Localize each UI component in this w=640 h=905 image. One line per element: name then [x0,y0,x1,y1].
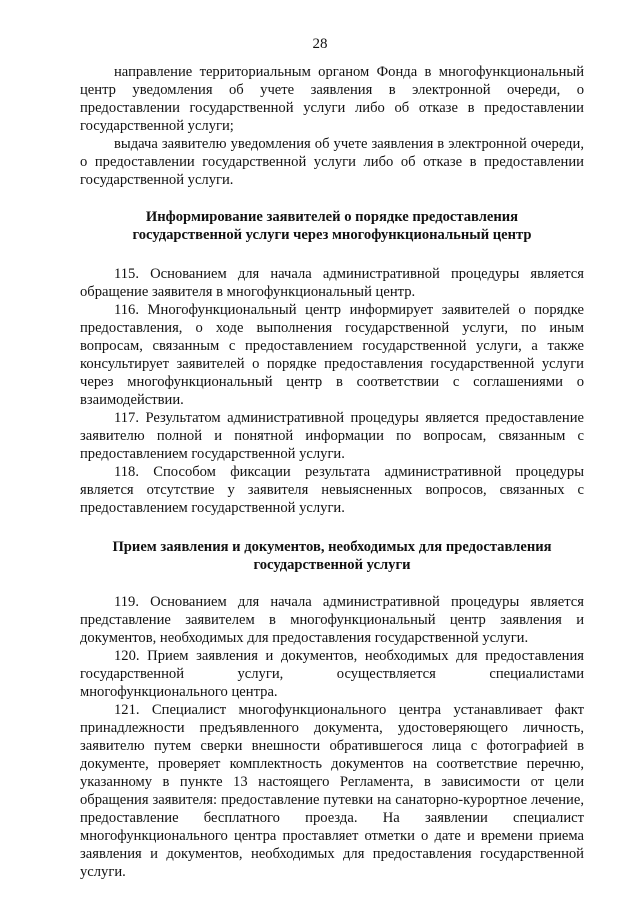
paragraph-117: 117. Результатом административной процедуры является предоставление заявителю полной и понятной информации по вопросам, связанным с предоставлением государственной услуги. [80,410,584,462]
paragraph-118: 118. Способом фиксации результата административной процедуры является отсутствие у заявителя невыясненных вопросов, связанных с предоставлением государственной услуги. [80,464,584,516]
paragraph-119: 119. Основанием для начала административной процедуры является представление заявителем в многофункциональный центр заявления и документов, необходимых для предоставления государственной услуги. [80,594,584,646]
paragraph-121: 121. Специалист многофункционального центра устанавливает факт принадлежности предъявленного документа, удостоверяющего личность, заявителю путем сверки внешности обратившегося лица с фотографией в документе, проверяет комплектность документов на соответствие перечню, указанному в пункте 13 настоящего Регламента, в зависимости от цели обращения заявителя: предоставление путевки на санаторно-курортное лечение, предоставление бесплатного проезда. На заявлении специалист многофункционального центра проставляет отметки о дате и времени приема заявления и документов, необходимых для предоставления государственной услуги. [80,702,584,880]
paragraph-120: 120. Прием заявления и документов, необходимых для предоставления государственной услуги, осуществляется специалистами многофункционального центра. [80,648,584,700]
section2-heading-line1: Прием заявления и документов, необходимых для предоставления [112,539,552,555]
paragraph-116: 116. Многофункциональный центр информирует заявителей о порядке предоставления, о ходе выполнения государственной услуги, по иным вопросам, связанным с предоставлением государственной услуги, а также консультирует заявителей о порядке предоставления государственной услуги через многофункциональный центр в соответствии с соглашениями о взаимодействии. [80,302,584,408]
page-number: 28 [312,36,328,52]
paragraph-notification-issue: выдача заявителю уведомления об учете заявления в электронной очереди, о предоставлении государственной услуги либо об отказе в предоставлении государственной услуги. [80,136,584,188]
section1-heading-line1: Информирование заявителей о порядке предоставления [145,209,519,225]
document-body [80,63,584,881]
section1-heading-line2: государственной услуги через многофункциональный центр [132,227,532,243]
paragraph-fund-notification: направление территориальным органом Фонда в многофункциональный центр уведомления об учете заявления в электронной очереди, о предоставлении государственной услуги либо об отказе в предоставлении государственной услуги; [80,64,584,134]
section2-heading-line2: государственной услуги [253,557,411,573]
paragraph-115: 115. Основанием для начала административной процедуры является обращение заявителя в многофункциональный центр. [80,266,584,300]
